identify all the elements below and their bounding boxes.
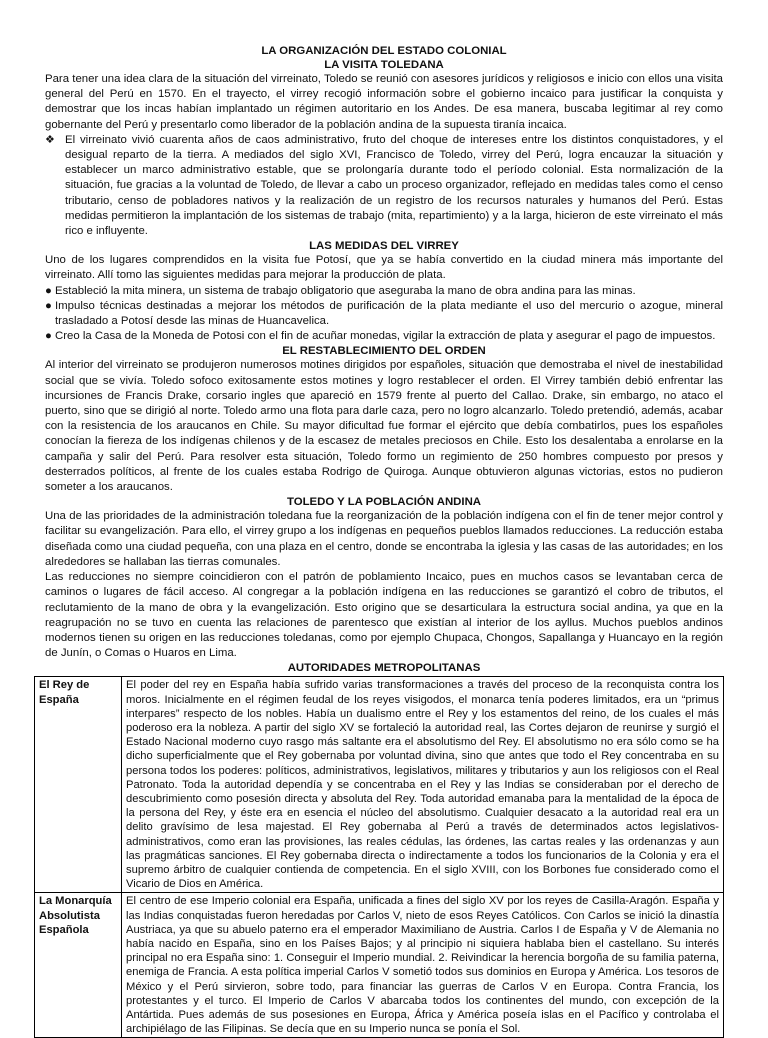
list-item-text: Impulso técnicas destinadas a mejorar los métodos de purificación de la plata mediante el uso del mercurio o azogue, mineral trasladado a Potosí desde las minas de Huancavelica. bbox=[55, 299, 723, 328]
table-cell: El centro de ese Imperio colonial era España, unificada a fines del siglo XV por los reyes de Casilla-Aragón. España y las Indias conquistadas fueron heredadas por Carlos V, nieto de esos Reyes Católicos. Con Carlos se inició la dinastía Austriaca, ya que su abuelo paterno era el emperador Maximiliano de Austria. Carlos I de España y V de Alemania no había nacido en España, sino en los Países Bajos; y al principio ni siquiera hablaba bien el castellano. Su interés principal no era España sino: 1. Conseguir el Imperio mundial. 2. Reivindicar la herencia borgoña de su familia paterna, enemiga de Francia. A esta política imperial Carlos V sometió todos sus dominios en Europa y América. Los tesoros de México y el Perú sirvieron, sobre todo, para financiar las guerras de Carlos V en Europa. Contra Francia, los protestantes y el turco. El Imperio de Carlos V abarcaba todos los continentes del mundo, con excepción de la Antártida. Pues además de sus posesiones en Europa, África y América poseía islas en el Pacífico y controlaba el archipiélago de las Filipinas. Se decía que en su Imperio nunca se ponía el Sol. bbox=[122, 893, 724, 1038]
table-row bbox=[35, 893, 724, 1038]
diamond-bullet-icon: ❖ bbox=[45, 133, 55, 146]
orden-paragraph: Al interior del virreinato se produjeron numerosos motines dirigidos por españoles, situación que demostraba el nivel de inestabilidad social que se vivía. Toledo sofoco exitosamente estos motines y logro restablecer el orden. El Virrey también debió enfrentar las incursiones de Francis Drake, corsario ingles que apareció en 1579 frente al puerto del Callao. Drake, sin embargo, no ataco el puerto, sino que se dirigió al norte. Toledo armo una flota para darle caza, pero no logro alcanzarlo. Toledo pretendió, además, acabar con la resistencia de los araucanos en Chile. Su mayor dificultad fue formar el ejército que debía combatirlos, pues los españoles conocían la fiereza de los indígenas chilenos y de la escasez de metales preciosos en Chile. Esto los desalentaba a enrolarse en la campaña y salir del Perú. Para resolver esta situación, Toledo formo un regimiento de 250 hombres compuesto por presos y desterrados políticos, al frente de los cuales estaba Rodrigo de Quiroga. Aunque obtuvieron algunas victorias, estos no pudieron someter a los araucanos. bbox=[45, 359, 723, 494]
section-title-autoridades: AUTORIDADES METROPOLITANAS bbox=[287, 662, 481, 675]
list-item-text: Creo la Casa de la Moneda de Potosi con el fin de acuñar monedas, vigilar la extracción de plata y asegurar el pago de impuestos. bbox=[55, 330, 716, 343]
poblacion-paragraph-1: Una de las prioridades de la administración toledana fue la reorganización de la población indígena con el fin de tener mejor control y facilitar su evangelización. Para ello, el virrey grupo a los indígenas en pequeños pueblos llamados reducciones. La reducción estaba diseñada como una ciudad pequeña, con una plaza en el centro, donde se encontraba la iglesia y las casas de las autoridades; en los alrededores se hallaban las tierras comunales. bbox=[45, 510, 723, 568]
list-item bbox=[45, 329, 723, 344]
table-row bbox=[35, 677, 724, 893]
medidas-intro: Uno de los lugares comprendidos en la visita fue Potosí, que ya se había convertido en la ciudad minera más importante del virreinato. Allí tomo las siguientes medidas para mejorar la producción de plata. bbox=[45, 254, 723, 282]
medidas-list bbox=[45, 284, 723, 345]
section-title-medidas: LAS MEDIDAS DEL VIRREY bbox=[309, 240, 459, 253]
document-title: LA ORGANIZACIÓN DEL ESTADO COLONIAL bbox=[261, 45, 507, 57]
table-row-header: El Rey de España bbox=[35, 677, 122, 893]
document-content bbox=[39, 44, 723, 1038]
bullet-icon: ● bbox=[45, 299, 52, 312]
autoridades-table bbox=[34, 676, 724, 1038]
list-item-text: Estableció la mita minera, un sistema de trabajo obligatorio que aseguraba la mano de obra andina para las minas. bbox=[55, 284, 636, 297]
table-row-header: La Monarquía Absolutista Española bbox=[35, 893, 122, 1038]
section-title-visita: LA VISITA TOLEDANA bbox=[324, 59, 444, 71]
section-title-orden: EL RESTABLECIMIENTO DEL ORDEN bbox=[282, 345, 486, 358]
bullet-icon: ● bbox=[45, 330, 52, 343]
diamond-bullet-text: El virreinato vivió cuarenta años de caos administrativo, fruto del choque de intereses entre los distintos conquistadores, y el desigual reparto de la tierra. A mediados del siglo XVI, Francisco de Toledo, virrey del Perú, logra encauzar la situación y establecer un marco administrativo estable, que se prolongaría durante todo el período colonial. Esta normalización de la situación, fue gracias a la voluntad de Toledo, de llevar a cabo un proceso organizador, reflejado en medidas tales como el censo tributario, censo de pobladores nativos y la realización de un registro de los recursos naturales y humanos del Perú. Estas medidas permitieron la implantación de los sistemas de trabajo (mita, repartimiento) y a la larga, hicieron de este virreinato el más rico e influyente. bbox=[65, 133, 723, 238]
table-cell: El poder del rey en España había sufrido varias transformaciones a través del proceso de la reconquista contra los moros. Inicialmente en el régimen feudal de los reyes visigodos, el monarca tenía poderes limitados, era un “primus interpares” respecto de los nobles. Había un dualismo entre el Rey y los estamentos del reino, de los cuales el más poderoso era la nobleza. A partir del siglo XV se fortaleció la autoridad real, las Cortes dejaron de reunirse y surgió el Estado Nacional moderno cuyo rasgo más saltante era el absolutismo del Rey. El absolutismo no era sólo como se ha dicho superficialmente que el Rey gobernaba por voluntad divina, sino que antes que todo el Rey concentraba en su persona todos los poderes: políticos, administrativos, legislativos, militares y tributarios y aun los religiosos con el Real Patronato. Toda la autoridad dependía y se concentraba en el Rey y las Indias se consideraban por el derecho de descubrimiento como posesión directa y absoluta del Rey. Toda autoridad emanaba para la mentalidad de la época de la persona del Rey, y éste era en esencia el núcleo del absolutismo. Cualquier desacato a la autoridad real era un delito gravísimo de lesa majestad. El Rey gobernaba al Perú a través de determinados actos legislativos-administrativos, como eran las provisiones, las reales cédulas, las órdenes, las cartas reales y las ordenanzas y aun las pragmáticas sanciones. El Rey gobernaba directa o indirectamente a todos los funcionarios de la Colonia y era el supremo árbitro de cualquier contienda de competencia. En el siglo XVIII, con los Borbones fue considerado como el Vicario de Dios en América. bbox=[122, 677, 724, 893]
section-title-poblacion: TOLEDO Y LA POBLACIÓN ANDINA bbox=[286, 496, 482, 509]
intro-paragraph: Para tener una idea clara de la situación del virreinato, Toledo se reunió con asesores jurídicos y religiosos e inicio con ellos una visita general del Perú en 1570. En el trayecto, el virrey recogió información sobre el gobierno incaico para justificar la conquista y demostrar que los incas habían implantado un régimen autoritario en los Andes. De esa manera, buscaba legitimar al rey como gobernante del Perú y presentarlo como liberador de la población andina de la supuesta tiranía incaica. bbox=[45, 73, 723, 131]
bullet-icon: ● bbox=[45, 284, 52, 297]
list-item bbox=[45, 299, 723, 329]
diamond-bullet-item bbox=[45, 133, 723, 239]
poblacion-paragraph-2: Las reducciones no siempre coincidieron con el patrón de poblamiento Incaico, pues en muchos casos se levantaban cerca de caminos o lugares de fácil acceso. Al congregar a la población indígena en las reducciones se garantizó el cobro de tributos, el reclutamiento de la mano de obra y la evangelización. Esto origino que se desarticulara la estructura social andina, ya que en la reagrupación no se tuvo en cuenta las relaciones de parentesco que existían al interior de los ayllus. Muchos pueblos andinos modernos tienen su origen en las reducciones toledanas, como por ejemplo Chupaca, Chongos, Sapallanga y Huancayo en la región de Junín, o Comas o Huaros en Lima. bbox=[45, 571, 723, 660]
list-item bbox=[45, 284, 723, 299]
